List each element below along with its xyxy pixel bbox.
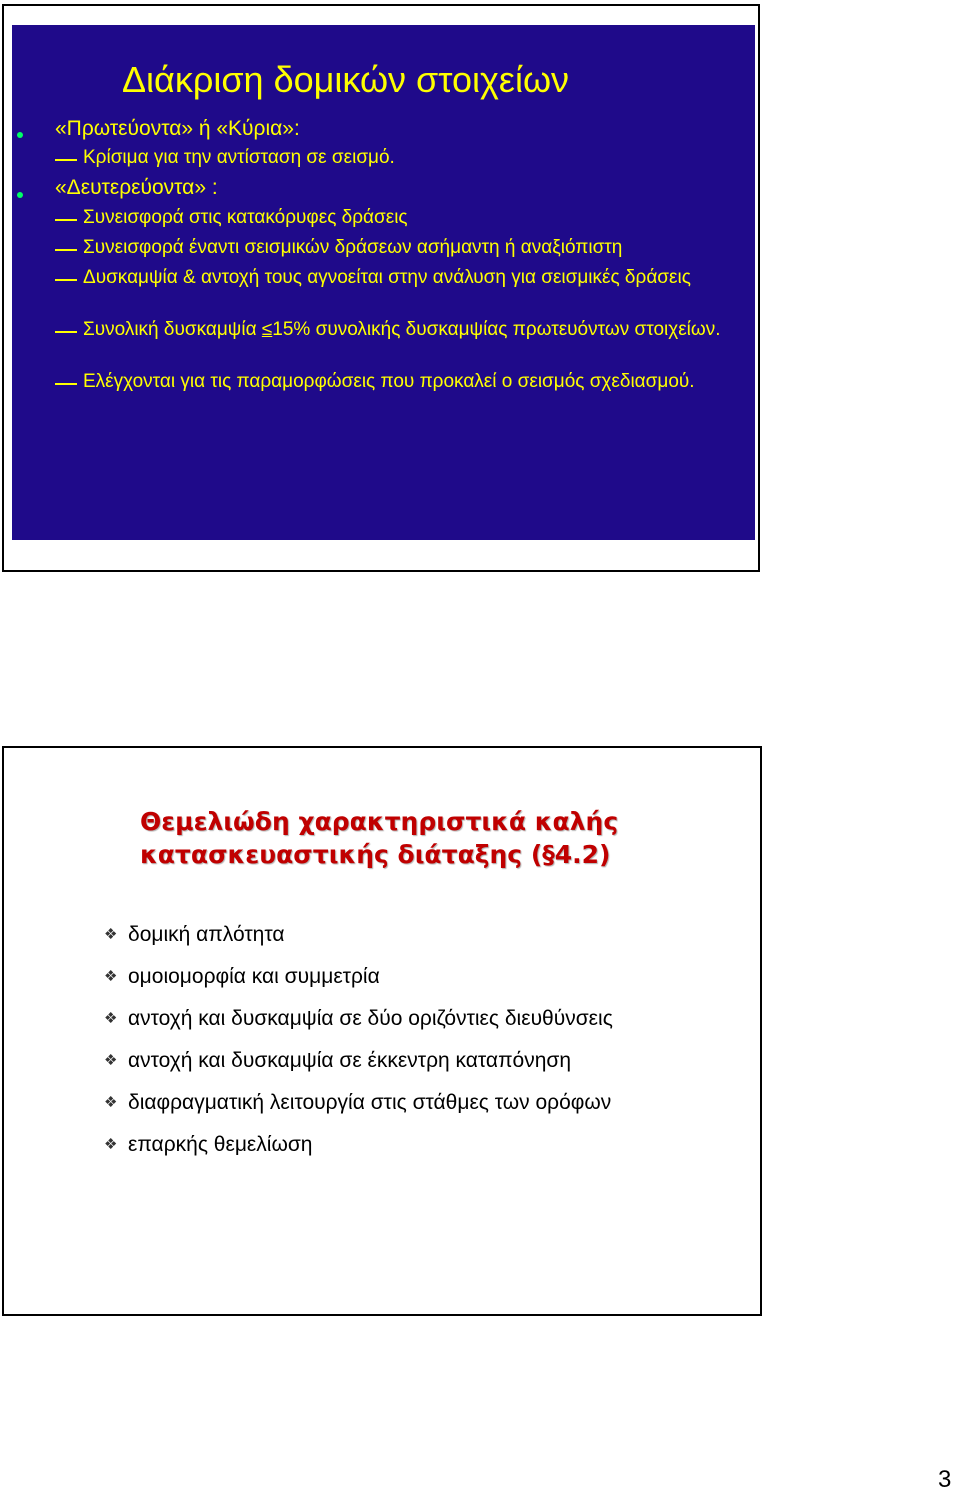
dash-icon xyxy=(55,331,77,333)
bullet-secondary-elements: «Δευτερεύοντα» : xyxy=(55,176,218,199)
less-equal-symbol: ≤ xyxy=(261,319,273,340)
page-number: 3 xyxy=(938,1466,952,1493)
diamond-star-bullet-icon: ❖ xyxy=(104,1136,118,1153)
dash-icon xyxy=(55,279,77,281)
sub-item-total-stiffness: Συνολική δυσκαμψία ≤15% συνολικής δυσκαμψίας πρωτευόντων στοιχείων. xyxy=(83,319,721,340)
diamond-star-bullet-icon: ❖ xyxy=(104,1094,118,1111)
diamond-star-bullet-icon: ❖ xyxy=(104,926,118,943)
diamond-star-bullet-icon: ❖ xyxy=(104,968,118,985)
list-item: ❖ αντοχή και δυσκαμψία σε έκκεντρη καταπόνηση xyxy=(104,1049,572,1072)
bullet-dot-icon xyxy=(17,192,23,198)
dash-icon xyxy=(55,159,77,161)
slide-1-title: Διάκριση δομικών στοιχείων xyxy=(122,59,570,100)
sub-item-vertical-actions: Συνεισφορά στις κατακόρυφες δράσεις xyxy=(83,207,408,228)
diamond-star-bullet-icon: ❖ xyxy=(104,1010,118,1027)
sub-item-deformations-checked: Ελέγχονται για τις παραμορφώσεις που προκαλεί ο σεισμός σχεδιασμού. xyxy=(83,371,695,392)
list-item: ❖ διαφραγματική λειτουργία στις στάθμες των ορόφων xyxy=(104,1091,612,1114)
list-item: ❖ αντοχή και δυσκαμψία σε δύο οριζόντιες διευθύνσεις xyxy=(104,1007,613,1030)
sub-item-critical-seismic: Κρίσιμα για την αντίσταση σε σεισμό. xyxy=(83,147,395,168)
dash-icon xyxy=(55,219,77,221)
dash-icon xyxy=(55,383,77,385)
list-item: ❖ ομοιομορφία και συμμετρία xyxy=(104,965,380,988)
slide-1 xyxy=(12,25,755,540)
bullet-dot-icon xyxy=(17,132,23,138)
slide-2-title: Θεμελιώδη χαρακτηριστικά καλής κατασκευαστικής διάταξης (§4.2) xyxy=(140,807,619,869)
dash-icon xyxy=(55,249,77,251)
list-item: ❖ δομική απλότητα xyxy=(104,923,285,946)
sub-item-stiffness-ignored: Δυσκαμψία & αντοχή τους αγνοείται στην ανάλυση για σεισμικές δράσεις xyxy=(83,267,691,288)
bullet-primary-elements: «Πρωτεύοντα» ή «Κύρια»: xyxy=(55,117,300,140)
list-item: ❖ επαρκής θεμελίωση xyxy=(104,1133,313,1156)
sub-item-negligible-contribution: Συνεισφορά έναντι σεισμικών δράσεων ασήμαντη ή αναξιόπιστη xyxy=(83,237,623,258)
diamond-star-bullet-icon: ❖ xyxy=(104,1052,118,1069)
